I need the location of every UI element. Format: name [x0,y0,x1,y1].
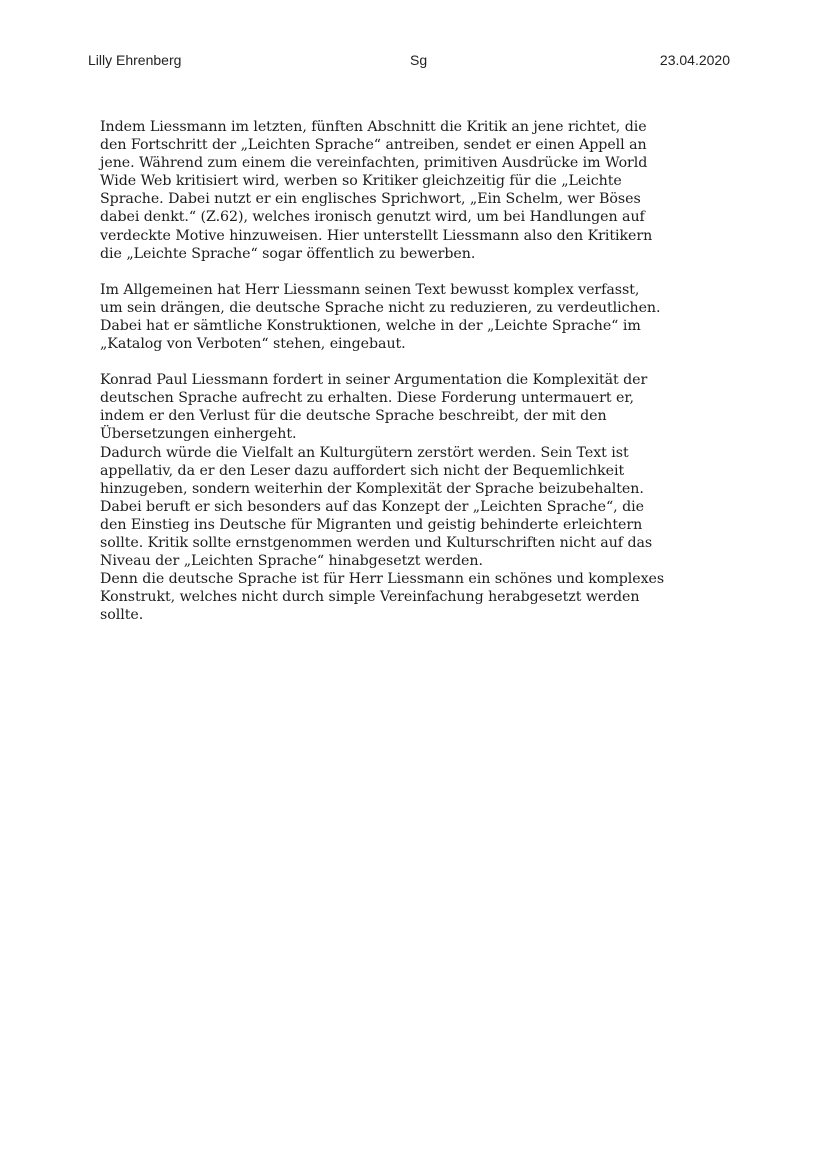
text-line: deutschen Sprache aufrecht zu erhalten. Diese Forderung untermauert er, [100,390,634,407]
text-line: sollte. Kritik sollte ernstgenommen werden und Kulturschriften nicht auf das [100,534,653,551]
text-line: Übersetzungen einhergeht. [100,426,297,443]
header-date: 23.04.2020 [659,52,730,68]
header-subject: Sg [410,52,428,68]
paragraph-2 [100,281,740,353]
text-line: indem er den Verlust für die deutsche Sprache beschreibt, der mit den [100,408,607,425]
text-line: den Fortschritt der „Leichten Sprache“ antreiben, sendet er einen Appell an [100,137,647,154]
text-line: verdeckte Motive hinzuweisen. Hier unterstellt Liessmann also den Kritikern [100,227,653,244]
paragraph-3 [100,371,740,624]
paragraph-1 [100,118,740,263]
text-line: Konstrukt, welches nicht durch simple Vereinfachung herabgesetzt werden [100,589,640,606]
text-line: Sprache. Dabei nutzt er ein englisches Sprichwort, „Ein Schelm, wer Böses [100,191,641,208]
text-line: Konrad Paul Liessmann fordert in seiner Argumentation die Komplexität der [100,372,648,389]
text-line: Wide Web kritisiert wird, werben so Kritiker gleichzeitig für die „Leichte [100,173,622,190]
text-line: Indem Liessmann im letzten, fünften Abschnitt die Kritik an jene richtet, die [100,119,647,135]
text-line: appellativ, da er den Leser dazu auffordert sich nicht der Bequemlichkeit [100,462,625,479]
text-line: Dabei beruft er sich besonders auf das Konzept der „Leichten Sprache“, die [100,498,644,515]
page-header [88,52,730,72]
text-line: die „Leichte Sprache“ sogar öffentlich zu bewerben. [100,245,476,262]
text-line: Dadurch würde die Vielfalt an Kulturgütern zerstört werden. Sein Text ist [100,444,629,461]
text-line: jene. Während zum einem die vereinfachten, primitiven Ausdrücke im World [100,155,648,172]
text-line: hinzugeben, sondern weiterhin der Komplexität der Sprache beizubehalten. [100,480,644,497]
text-line: um sein drängen, die deutsche Sprache nicht zu reduzieren, zu verdeutlichen. [100,299,661,316]
text-line: dabei denkt.“ (Z.62), welches ironisch genutzt wird, um bei Handlungen auf [100,209,645,226]
text-line: „Katalog von Verboten“ stehen, eingebaut. [100,336,406,353]
header-author: Lilly Ehrenberg [88,52,182,68]
text-line: sollte. [100,607,144,624]
text-line: Dabei hat er sämtliche Konstruktionen, welche in der „Leichte Sprache“ im [100,317,641,334]
document-body [100,118,740,642]
text-line: Im Allgemeinen hat Herr Liessmann seinen Text bewusst komplex verfasst, [100,281,640,298]
text-line: den Einstieg ins Deutsche für Migranten und geistig behinderte erleichtern [100,516,643,533]
text-line: Denn die deutsche Sprache ist für Herr Liessmann ein schönes und komplexes [100,571,665,588]
text-line: Niveau der „Leichten Sprache“ hinabgesetzt werden. [100,553,483,570]
